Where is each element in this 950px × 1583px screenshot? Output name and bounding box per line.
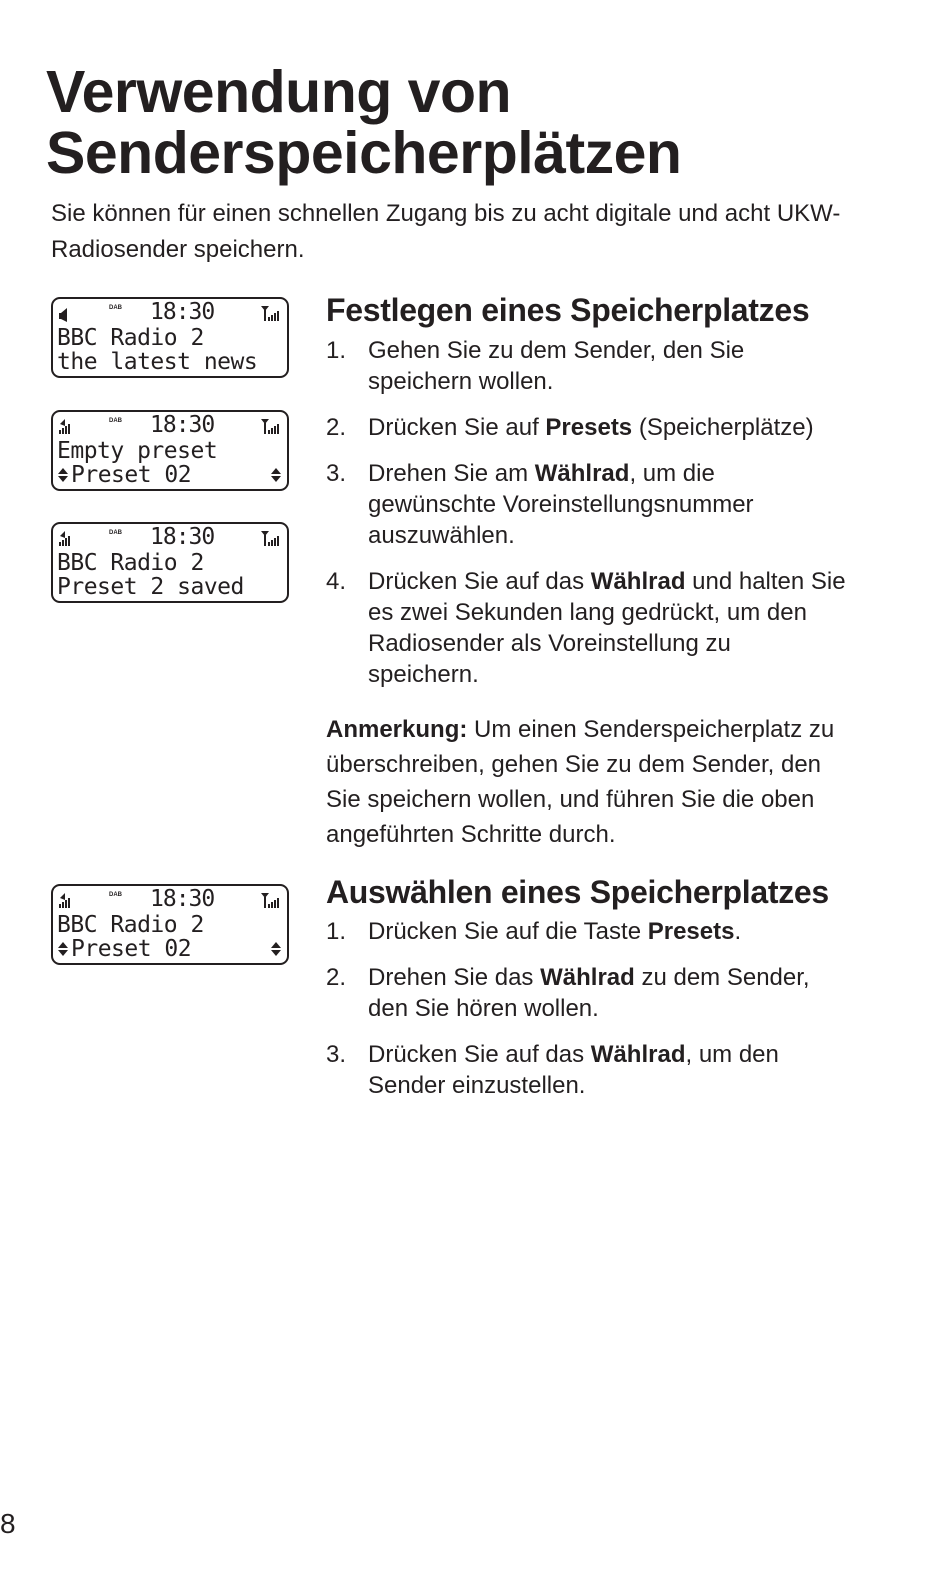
step-text-post: , um die gewünschte Voreinstellungsnummer auszuwählen. [368, 460, 754, 549]
step-text-pre: Drücken Sie auf das [368, 568, 591, 595]
lcd-display-3 [51, 522, 289, 603]
signal-strength-icon [260, 417, 282, 435]
volume-icon [58, 304, 72, 322]
step-text-bold: Wählrad [590, 1041, 686, 1068]
lcd-time: 18:30 [150, 886, 215, 912]
up-down-arrow-icon [57, 466, 69, 484]
step-text-bold: Presets [647, 918, 735, 945]
step-number: 3. [326, 1041, 347, 1068]
step-text-pre: Drehen Sie das [368, 964, 541, 991]
lcd-dab-label: DAB [109, 418, 122, 424]
lcd-display-2 [51, 410, 289, 491]
list-item [326, 916, 846, 947]
step-text-post: . [734, 918, 742, 945]
step-number: 2. [326, 964, 347, 991]
signal-strength-icon [260, 304, 282, 322]
note-text: Um einen Senderspeicherplatz zu überschreiben, gehen Sie zu dem Sender, den Sie speichern wollen, und führen Sie die oben angeführten Schritte durch. [326, 716, 835, 848]
lcd-line2: Preset 02 [71, 936, 192, 962]
lcd-line1: BBC Radio 2 [57, 912, 204, 938]
step-text-bold: Wählrad [540, 964, 635, 991]
step-text-post: zu dem Sender, den Sie hören wollen. [368, 964, 810, 1022]
section-heading-select-preset: Auswählen eines Speicherplatzes [326, 874, 829, 910]
lcd-display-4 [51, 884, 289, 965]
step-text-post: und halten Sie es zwei Sekunden lang gedrückt, um den Radiosender als Voreinstellung zu speichern. [368, 568, 846, 688]
lcd-line2: the latest news [57, 349, 258, 375]
lcd-display-1 [51, 297, 289, 378]
lcd-dab-label: DAB [109, 305, 122, 311]
step-text-post: , um den Sender einzustellen. [368, 1041, 779, 1099]
step-text-pre: Drücken Sie auf [368, 414, 546, 441]
step-number: 2. [326, 414, 347, 441]
signal-strength-icon [260, 529, 282, 547]
up-down-arrow-icon [270, 940, 282, 958]
step-text-bold: Wählrad [590, 568, 686, 595]
lcd-time: 18:30 [150, 299, 215, 325]
page-title [46, 59, 906, 186]
steps-set-preset [326, 335, 846, 705]
intro-text: Sie können für einen schnellen Zugang bis zu acht digitale und acht UKW-Radiosender speichern. [51, 200, 841, 263]
step-number: 4. [326, 568, 347, 595]
lcd-line1: BBC Radio 2 [57, 325, 204, 351]
step-number: 1. [326, 337, 347, 364]
lcd-dab-label: DAB [109, 892, 122, 898]
page-number: 8 [0, 1508, 16, 1539]
lcd-time: 18:30 [150, 412, 215, 438]
signal-bars-icon [58, 891, 72, 909]
list-item [326, 566, 846, 690]
signal-strength-icon [260, 891, 282, 909]
list-item [326, 335, 846, 397]
step-text-bold: Presets [545, 414, 633, 441]
list-item [326, 458, 846, 551]
lcd-line2: Preset 2 saved [57, 574, 244, 600]
step-number: 1. [326, 918, 347, 945]
list-item [326, 1039, 846, 1101]
step-text-pre: Drücken Sie auf die Taste [368, 918, 648, 945]
step-text-bold: Wählrad [534, 460, 630, 487]
step-text-pre: Drehen Sie am [368, 460, 535, 487]
step-text: Gehen Sie zu dem Sender, den Sie speichern wollen. [368, 337, 745, 395]
lcd-line1: BBC Radio 2 [57, 550, 204, 576]
page-title-line2: Senderspeicherplätzen [46, 120, 682, 186]
note-paragraph [326, 712, 846, 852]
signal-bars-icon [58, 529, 72, 547]
lcd-line1: Empty preset [57, 438, 218, 464]
lcd-dab-label: DAB [109, 530, 122, 536]
lcd-time: 18:30 [150, 524, 215, 550]
list-item [326, 962, 846, 1024]
step-number: 3. [326, 460, 347, 487]
section-heading-set-preset: Festlegen eines Speicherplatzes [326, 292, 810, 328]
up-down-arrow-icon [270, 466, 282, 484]
up-down-arrow-icon [57, 940, 69, 958]
page-title-line1: Verwendung von [46, 59, 512, 125]
steps-select-preset [326, 916, 846, 1116]
step-text-pre: Drücken Sie auf das [368, 1041, 591, 1068]
signal-bars-icon [58, 417, 72, 435]
lcd-line2: Preset 02 [71, 462, 192, 488]
step-text-post: (Speicherplätze) [632, 414, 814, 441]
note-label: Anmerkung: [326, 716, 468, 743]
list-item [326, 412, 846, 443]
